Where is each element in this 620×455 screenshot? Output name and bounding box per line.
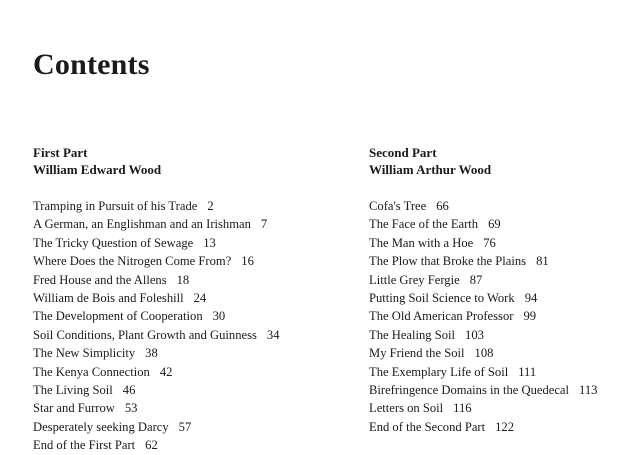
toc-entry — [369, 363, 619, 381]
toc-entry-page: 7 — [260, 217, 268, 232]
toc-entry-page: 2 — [207, 199, 214, 213]
toc-list — [33, 197, 353, 455]
second-part-column — [369, 144, 619, 436]
toc-entry — [369, 399, 619, 417]
toc-entry-title: Fred House and the Allens — [33, 272, 167, 287]
toc-entry-page: 13 — [203, 235, 216, 250]
toc-entry-page: 99 — [523, 309, 537, 324]
part-author: William Edward Wood — [33, 162, 162, 177]
toc-entry-page: 113 — [579, 383, 598, 398]
toc-entry-page: 38 — [145, 346, 158, 361]
toc-entry-title: Cofa's Tree — [369, 199, 427, 213]
toc-entry — [33, 363, 353, 381]
part-heading: First Part — [33, 145, 88, 160]
toc-entry — [33, 307, 353, 325]
toc-entry-title: The Man with a Hoe — [369, 235, 474, 250]
toc-entry-page: 108 — [474, 346, 494, 361]
toc-entry-page: 81 — [536, 254, 549, 269]
toc-entry — [33, 252, 353, 270]
toc-entry-page: 116 — [453, 401, 472, 416]
toc-entry — [369, 234, 619, 252]
toc-entry — [33, 215, 353, 233]
toc-entry-title: Letters on Soil — [369, 401, 444, 416]
toc-entry-page: 30 — [212, 309, 226, 324]
toc-entry-page: 53 — [124, 401, 138, 416]
toc-entry-title: The Kenya Connection — [33, 364, 150, 379]
part-author: William Arthur Wood — [369, 162, 492, 177]
toc-entry — [33, 197, 353, 215]
toc-entry-page: 66 — [436, 199, 449, 213]
toc-entry-title: The Tricky Question of Sewage — [33, 235, 194, 250]
toc-entry — [369, 271, 619, 289]
toc-entry — [33, 344, 353, 362]
toc-entry — [33, 399, 353, 417]
toc-entry — [369, 307, 619, 325]
toc-entry-title: Putting Soil Science to Work — [369, 291, 515, 306]
toc-entry-page: 24 — [193, 291, 207, 306]
toc-entry — [369, 252, 619, 270]
toc-entry — [33, 271, 353, 289]
toc-entry-title: Star and Furrow — [33, 401, 115, 416]
toc-entry-page: 76 — [483, 235, 496, 250]
toc-entry-page: 57 — [178, 419, 192, 434]
toc-list — [369, 197, 619, 436]
toc-entry-page: 87 — [469, 272, 483, 287]
toc-entry-page: 103 — [465, 327, 484, 342]
toc-entry-page: 16 — [241, 254, 254, 269]
toc-entry-page: 111 — [518, 364, 537, 379]
toc-entry-title: The New Simplicity — [33, 346, 136, 361]
toc-entry-title: The Old American Professor — [369, 309, 514, 324]
toc-entry — [369, 326, 619, 344]
toc-entry — [33, 381, 353, 399]
toc-entry-title: Birefringence Domains in the Quedecal — [369, 383, 570, 398]
toc-entry-title: The Exemplary Life of Soil — [369, 364, 509, 379]
toc-entry — [369, 289, 619, 307]
toc-entry-title: The Living Soil — [33, 383, 113, 398]
toc-entry-page: 18 — [176, 272, 190, 287]
toc-entry — [369, 197, 619, 215]
toc-entry-title: Little Grey Fergie — [369, 272, 460, 287]
part-heading: Second Part — [369, 145, 437, 160]
toc-entry-title: Where Does the Nitrogen Come From? — [33, 254, 232, 269]
toc-entry — [369, 418, 619, 436]
toc-entry-page: 46 — [122, 383, 136, 398]
toc-entry — [33, 326, 353, 344]
toc-entry-title: My Friend the Soil — [369, 346, 465, 361]
toc-entry-title: Desperately seeking Darcy — [33, 419, 169, 434]
toc-entry-title: The Face of the Earth — [369, 217, 479, 232]
toc-entry — [369, 381, 619, 399]
toc-entry-page: 34 — [266, 327, 280, 342]
toc-entry-page: 62 — [145, 438, 158, 453]
toc-entry-page: 94 — [524, 291, 538, 306]
toc-entry-title: Soil Conditions, Plant Growth and Guinness — [33, 327, 257, 342]
toc-entry — [33, 418, 353, 436]
toc-entry-title: The Plow that Broke the Plains — [369, 254, 527, 269]
toc-entry-title: William de Bois and Foleshill — [33, 291, 184, 306]
toc-entry-title: A German, an Englishman and an Irishman — [33, 217, 251, 232]
toc-entry — [369, 344, 619, 362]
toc-entry — [33, 436, 353, 454]
toc-entry — [369, 215, 619, 233]
toc-entry-title: Tramping in Pursuit of his Trade — [33, 199, 198, 213]
toc-entry-page: 42 — [159, 364, 173, 379]
toc-entry-title: End of the Second Part — [369, 419, 486, 434]
toc-entry-page: 122 — [495, 419, 515, 434]
toc-entry — [33, 289, 353, 307]
toc-entry-page: 69 — [488, 217, 501, 232]
first-part-column — [33, 144, 353, 455]
toc-entry — [33, 234, 353, 252]
toc-entry-title: The Development of Cooperation — [33, 309, 203, 324]
toc-entry-title: End of the First Part — [33, 438, 136, 453]
toc-entry-title: The Healing Soil — [369, 327, 456, 342]
page-title: Contents — [33, 48, 150, 81]
